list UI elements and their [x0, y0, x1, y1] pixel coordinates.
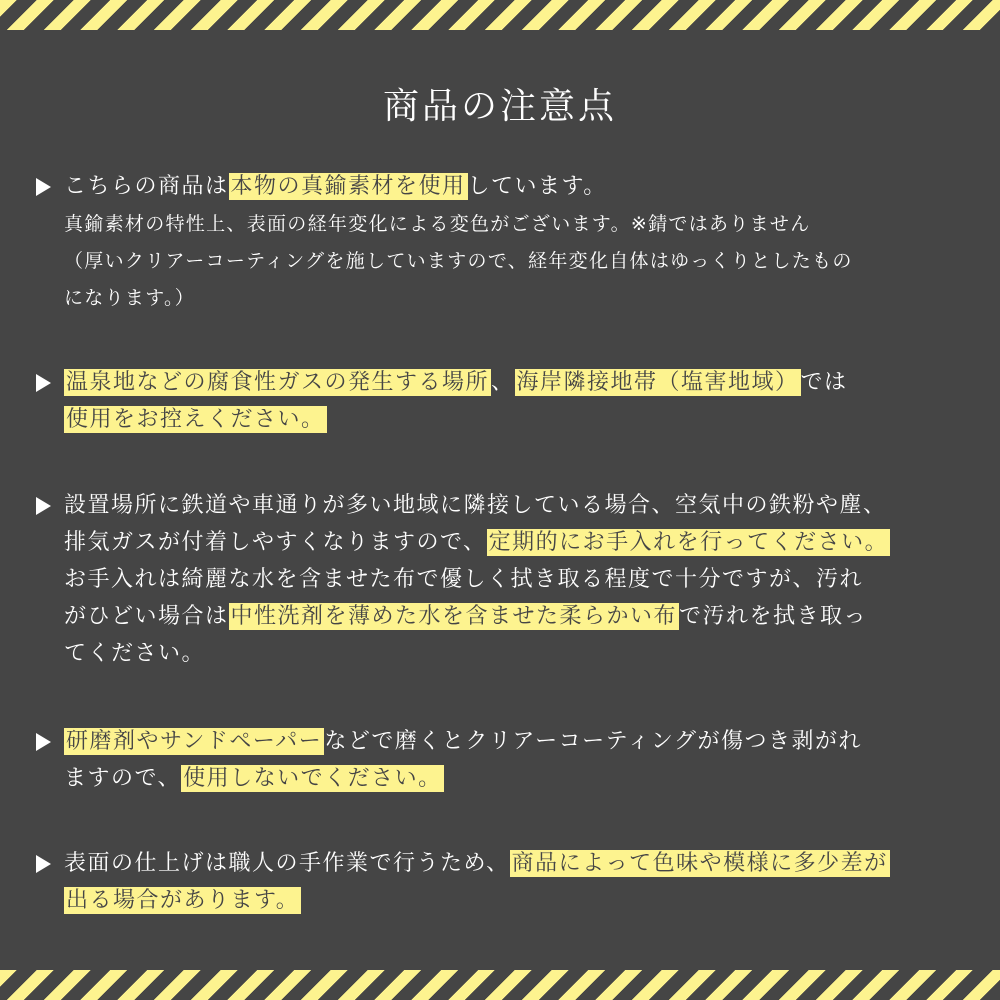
page-title: 商品の注意点 — [382, 86, 617, 127]
highlighted-text: 本物の真鍮素材を使用 — [230, 174, 466, 199]
highlighted-text: 海岸隣接地帯（塩害地域） — [516, 370, 799, 395]
text-segment: では — [800, 370, 848, 395]
notice-line — [34, 565, 979, 595]
notice-line — [34, 849, 979, 879]
notice-line — [34, 727, 979, 757]
notice-line — [34, 764, 979, 794]
text-segment: がひどい場合は — [64, 604, 229, 629]
text-segment: 設置場所に鉄道や車通りが多い地域に隣接している場合、空気中の鉄粉や塵、 — [64, 493, 887, 518]
notice-line — [34, 602, 979, 632]
text-segment: で汚れを拭き取っ — [679, 604, 868, 629]
notice-section-environment — [34, 368, 979, 442]
notice-line — [34, 368, 979, 398]
triangle-bullet-icon — [36, 178, 51, 196]
notice-line — [34, 405, 979, 435]
text-segment: こちらの商品は — [64, 174, 229, 199]
notice-section-abrasives — [34, 727, 979, 801]
triangle-bullet-icon — [36, 733, 51, 751]
notice-line — [34, 491, 979, 521]
text-segment: などで磨くとクリアーコーティングが傷つき剥がれ — [324, 729, 862, 754]
highlighted-text: 定期的にお手入れを行ってください。 — [488, 530, 889, 555]
text-segment: 排気ガスが付着しやすくなりますので、 — [64, 530, 487, 555]
text-segment: になります。） — [64, 287, 196, 309]
text-segment: 真鍮素材の特性上、表面の経年変化による変色がございます。※錆ではありません — [64, 213, 811, 235]
text-segment: お手入れは綺麗な水を含ませた布で優しく拭き取る程度で十分ですが、汚れ — [64, 567, 864, 592]
notice-line — [34, 886, 979, 916]
triangle-bullet-icon — [36, 497, 51, 515]
bottom-hazard-stripe — [0, 970, 1000, 1000]
top-hazard-stripe — [0, 0, 1000, 30]
highlighted-text: 使用しないでください。 — [183, 766, 442, 791]
notice-line — [34, 246, 979, 276]
text-segment: 、 — [491, 370, 515, 395]
notice-line — [34, 639, 979, 669]
highlighted-text: 商品によって色味や模様に多少差が — [511, 851, 888, 876]
notice-section-handmade — [34, 849, 979, 923]
text-segment: てください。 — [64, 641, 206, 666]
notice-section-material — [34, 172, 979, 320]
triangle-bullet-icon — [36, 855, 51, 873]
triangle-bullet-icon — [36, 374, 51, 392]
highlighted-text: 出る場合があります。 — [66, 888, 300, 913]
notice-line — [34, 172, 979, 202]
highlighted-text: 中性洗剤を薄めた水を含ませた柔らかい布 — [230, 604, 678, 629]
highlighted-text: 研磨剤やサンドペーパー — [66, 729, 323, 754]
notice-line — [34, 528, 979, 558]
text-segment: ますので、 — [64, 766, 182, 791]
notice-line — [34, 283, 979, 313]
notice-line — [34, 209, 979, 239]
highlighted-text: 温泉地などの腐食性ガスの発生する場所 — [66, 370, 490, 395]
text-segment: しています。 — [467, 174, 607, 199]
notice-section-maintenance — [34, 491, 979, 676]
text-segment: （厚いクリアーコーティングを施していますので、経年変化自体はゆっくりとしたもの — [64, 250, 853, 272]
text-segment: 表面の仕上げは職人の手作業で行うため、 — [64, 851, 510, 876]
highlighted-text: 使用をお控えください。 — [66, 407, 325, 432]
